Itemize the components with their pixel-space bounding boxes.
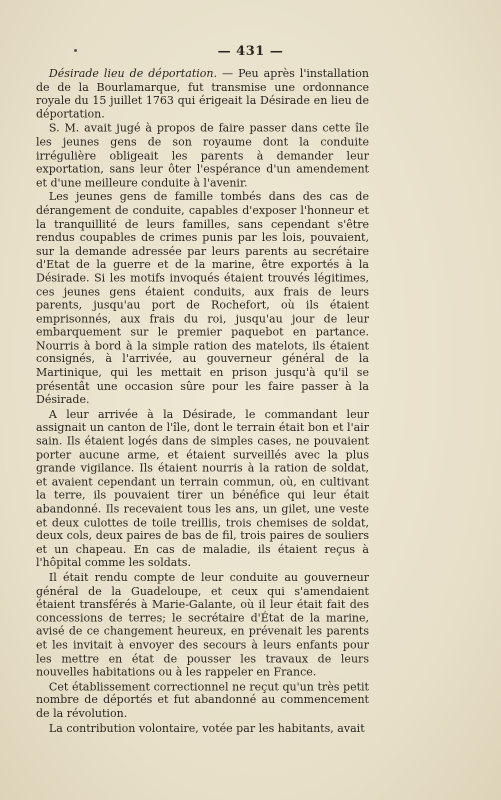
paragraph-text: Il était rendu compte de leur conduite au gouverneur général de la Guadeloupe, et ceux qui s'amendaient étaient transférés à Marie-Galante, où il leur était fait des concessions de terres; le secrétaire d'État de la marine, avisé de ce changement heureux, en prévenait les parents et les invitait à envoyer des secours à leurs enfants pour les mettre en état de pousser les travaux de leurs nouvelles habitations ou à les rappeler en France.: [36, 570, 369, 679]
paragraph-text: S. M. avait jugé à propos de faire passer dans cette île les jeunes gens de son royaume dont la conduite irrégulière obligeait les parents à demander leur exportation, sans leur ôter l'espérance d'un amendement et d'une meilleure conduite à l'avenir.: [36, 122, 369, 190]
paragraph: [36, 408, 369, 570]
paragraph-text: Les jeunes gens de famille tombés dans des cas de dérangement de conduite, capables d'exposer l'honneur et la tranquillité de leurs familles, sans cependant s'être rendus coupables de crimes punis par les lois, pouvaient, sur la demande adressée par leurs parents au secrétaire d'Etat de la guerre et de la marine, être exportés à la Désirade. Si les motifs invoqués étaient trouvés légitimes, ces jeunes gens étaient conduits, aux frais de leurs parents, jusqu'au port de Rochefort, où ils étaient emprisonnés, aux frais du roi, jusqu'au jour de leur embarquement sur le premier paquebot en partance. Nourris à bord à la simple ration des matelots, ils étaient consignés, à l'arrivée, au gouverneur général de la Martinique, qui les mettait en prison jusqu'à qu'il se présentât une occasion sûre pour les faire passer à la Désirade.: [36, 190, 369, 407]
paragraph: [36, 122, 369, 190]
paragraph-text: La contribution volontaire, votée par les habitants, avait: [48, 721, 365, 735]
paragraph: [36, 67, 369, 121]
paragraph-text: — Peu après l'installation de de la Bourlamarque, fut transmise une ordonnance royale du 15 juillet 1763 qui érigeait la Désirade en lieu de déportation.: [36, 67, 369, 121]
paragraph: [36, 571, 369, 679]
page-number: — 431 —: [217, 44, 284, 59]
paragraph: [36, 722, 369, 736]
paragraph-text: Cet établissement correctionnel ne reçut qu'un très petit nombre de déportés et fut abandonné au commencement de la révolution.: [36, 680, 369, 721]
paragraph: [36, 191, 369, 407]
paragraph: [36, 680, 369, 721]
paragraph-lead: Désirade lieu de déportation.: [48, 67, 218, 80]
body-text: [36, 67, 369, 736]
paragraph-text: A leur arrivée à la Désirade, le commandant leur assignait un canton de l'île, dont le terrain était bon et l'air sain. Ils étaient logés dans de simples cases, ne pouvaient porter aucune arme, et étaient surveillés avec la plus grande vigilance. Ils étaient nourris à la ration de soldat, et avaient cependant un terrain commun, où, en cultivant la terre, ils pouvaient tirer un bénéfice qui leur était abandonné. Ils recevaient tous les ans, un gilet, une veste et deux culottes de toile treillis, trois chemises de soldat, deux cols, deux paires de bas de fil, trois paires de souliers et un chapeau. En cas de maladie, ils étaient reçus à l'hôpital comme les soldats.: [36, 407, 369, 570]
